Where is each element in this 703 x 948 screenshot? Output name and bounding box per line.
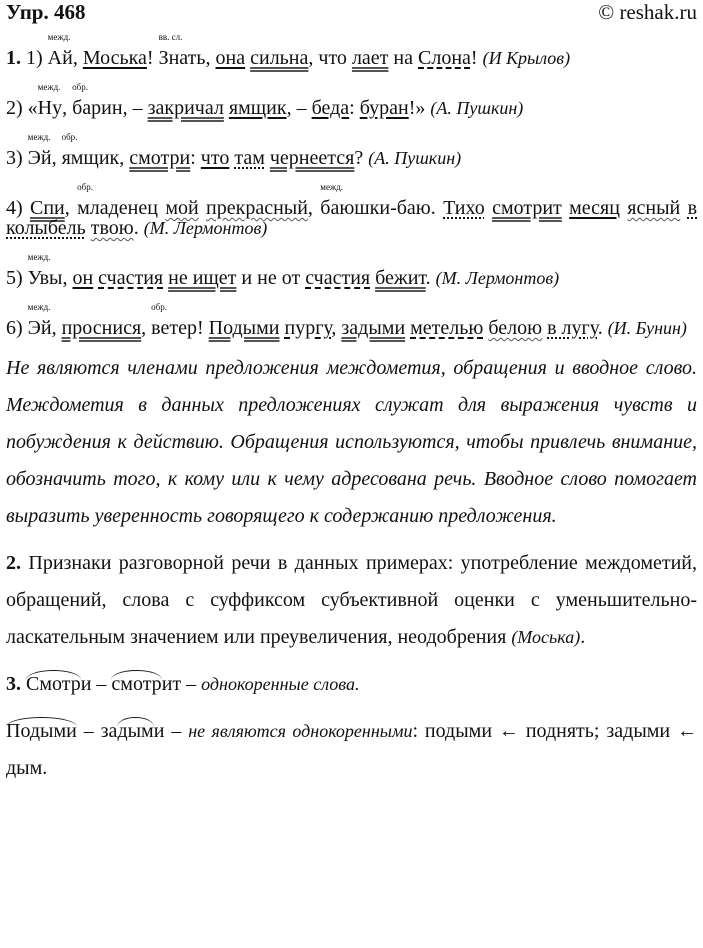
text-segment: : <box>349 97 360 119</box>
sentence-line <box>6 180 697 238</box>
text-segment: чернеется <box>269 147 355 169</box>
task-2 <box>6 545 697 656</box>
text-segment: (М. Лермонтов) <box>143 218 268 238</box>
text-segment: буран <box>359 97 409 119</box>
annotation-label: обр. <box>72 82 88 92</box>
text-segment: (А. Пушкин) <box>368 148 462 168</box>
text-segment: 3. <box>6 673 21 695</box>
text-segment <box>86 217 91 239</box>
text-segment: в лугу <box>547 317 598 339</box>
text-segment: Тихо <box>443 197 485 219</box>
text-segment: , <box>72 47 83 69</box>
text-segment: счастия <box>98 267 164 289</box>
text-segment: Подыми <box>6 717 77 742</box>
header <box>6 0 697 26</box>
text-segment: сильна <box>250 47 309 69</box>
annotated-word: ветер обр. <box>151 302 197 339</box>
text-segment: , <box>51 317 62 339</box>
text-segment: мой <box>165 197 199 219</box>
annotation-label: обр. <box>151 302 167 312</box>
text-segment: ! <box>146 47 159 69</box>
text-segment: однокоренные слова. <box>201 674 360 694</box>
text-segment: 4) <box>6 197 31 219</box>
text-segment: счастия <box>305 267 371 289</box>
text-segment: смотр <box>111 670 161 695</box>
sentence-line <box>6 713 697 787</box>
text-segment: 5) <box>6 267 28 289</box>
text-segment: (И. Бунин) <box>607 318 687 338</box>
annotation-label: межд. <box>27 132 51 142</box>
text-segment: 3) <box>6 147 28 169</box>
text-segment <box>485 197 492 219</box>
text-segment: , <box>119 147 130 169</box>
text-segment: . <box>597 317 608 339</box>
task-3 <box>6 666 697 787</box>
text-segment: Моська <box>82 47 147 69</box>
task-2-end: . <box>580 626 586 648</box>
text-segment: , – <box>286 97 312 119</box>
annotated-word: баюшки-баю межд. <box>320 182 431 219</box>
text-segment <box>199 197 206 219</box>
text-segment: : подыми ← поднять; задыми ← дым. <box>6 720 698 779</box>
text-segment: (А. Пушкин) <box>430 98 524 118</box>
text-segment: (И Крылов) <box>482 48 571 68</box>
text-segment: , <box>205 47 216 69</box>
annotation-label: вв. сл. <box>158 32 183 42</box>
text-segment: в колыбель <box>6 197 698 239</box>
text-segment: ясный <box>627 197 681 219</box>
text-segment: Смотр <box>26 670 81 695</box>
text-segment: , <box>62 267 73 289</box>
text-segment: и – <box>153 720 189 742</box>
text-segment: и – <box>80 673 112 695</box>
sentence-line <box>6 30 697 68</box>
annotation-label: обр. <box>77 182 93 192</box>
text-segment: проснися <box>61 317 142 339</box>
text-segment: . <box>425 267 436 289</box>
text-segment: , <box>64 197 78 219</box>
annotated-word: Эй межд. <box>27 302 52 339</box>
task-1-explanation: Не являются членами предложения междометия, обращения и вводное слово. Междометия в данных предложениях служат для выражения чувств и побуждения к действию. Обращения используются, чтобы привлечь внимание, обозначить того, к кому или к чему адресована речь. Вводное слово помогает выразить уверенность говорящего к содержанию предложения. <box>6 357 697 527</box>
text-segment: он <box>72 267 94 289</box>
text-segment: 2) « <box>6 97 38 119</box>
text-segment: 6) <box>6 317 28 339</box>
site-credit: © reshak.ru <box>598 0 697 24</box>
text-segment: , что <box>308 47 352 69</box>
text-segment: ! <box>196 317 209 339</box>
text-segment: , <box>141 317 152 339</box>
exercise-title: Упр. 468 <box>6 0 86 24</box>
text-segment: на <box>388 47 419 69</box>
text-segment: месяц <box>569 197 620 219</box>
sentence-line <box>6 300 697 338</box>
text-segment: , – <box>122 97 148 119</box>
annotated-word: ямщик обр. <box>61 132 120 169</box>
annotated-word: Знать вв. сл. <box>158 32 206 69</box>
annotated-word: Эй межд. <box>27 132 52 169</box>
text-segment: закричал <box>147 97 224 119</box>
text-segment <box>680 197 687 219</box>
text-segment: что <box>200 147 230 169</box>
task-2-number: 2. <box>6 552 21 574</box>
text-segment: метелью <box>410 317 484 339</box>
text-segment: , <box>307 197 321 219</box>
task-1-sentences <box>6 30 697 338</box>
sentence-line <box>6 250 697 288</box>
text-segment: !» <box>408 97 431 119</box>
text-segment: смотри <box>129 147 191 169</box>
text-segment: не ищет <box>168 267 237 289</box>
annotated-word: Ну межд. <box>37 82 63 119</box>
annotation-label: межд. <box>47 32 71 42</box>
text-segment: прекрасный <box>206 197 308 219</box>
text-segment: смотрит <box>492 197 562 219</box>
text-segment: там <box>234 147 265 169</box>
annotated-word: Ай межд. <box>47 32 73 69</box>
text-segment: 1) <box>21 47 48 69</box>
annotation-label: межд. <box>37 82 61 92</box>
text-segment: бежит <box>375 267 426 289</box>
text-segment: : <box>190 147 201 169</box>
text-segment: белою <box>488 317 543 339</box>
text-segment: , <box>331 317 342 339</box>
text-segment: (М. Лермонтов) <box>435 268 560 288</box>
text-segment: дым <box>117 717 153 742</box>
annotated-word: Увы межд. <box>27 252 63 289</box>
text-segment: твою <box>90 217 134 239</box>
text-segment: и не от <box>236 267 306 289</box>
text-segment: Спи <box>30 197 65 219</box>
sentence-line <box>6 130 697 168</box>
annotation-label: межд. <box>27 252 51 262</box>
sentence-line <box>6 666 697 703</box>
text-segment: . <box>133 217 144 239</box>
text-segment: . <box>430 197 444 219</box>
annotation-label: межд. <box>320 182 344 192</box>
text-segment: – за <box>76 720 118 742</box>
text-segment: лает <box>351 47 389 69</box>
task-2-example: (Моська) <box>511 627 581 647</box>
text-segment: , <box>62 97 73 119</box>
annotation-label: межд. <box>27 302 51 312</box>
text-segment: она <box>215 47 246 69</box>
text-segment: ! <box>470 47 483 69</box>
task-2-text: Признаки разговорной речи в данных примерах: употребление междометий, обращений, слова с суффиксом субъективной оценки с уменьшительно-ласкательным значением или преувеличения, неодобрения <box>6 552 697 648</box>
text-segment: пургу <box>284 317 332 339</box>
text-segment: не являются однокоренными <box>188 721 413 741</box>
text-segment: ямщик <box>228 97 287 119</box>
text-segment: ит – <box>161 673 202 695</box>
text-segment: беда <box>311 97 350 119</box>
annotated-word: барин обр. <box>72 82 123 119</box>
annotated-word: младенец обр. <box>77 182 158 219</box>
text-segment: ? <box>354 147 369 169</box>
text-segment: , <box>51 147 62 169</box>
text-segment: Слона <box>418 47 471 69</box>
annotation-label: обр. <box>61 132 78 142</box>
text-segment: Подыми <box>208 317 280 339</box>
text-segment: задыми <box>341 317 406 339</box>
text-segment: 1. <box>6 47 21 69</box>
sentence-line <box>6 80 697 118</box>
